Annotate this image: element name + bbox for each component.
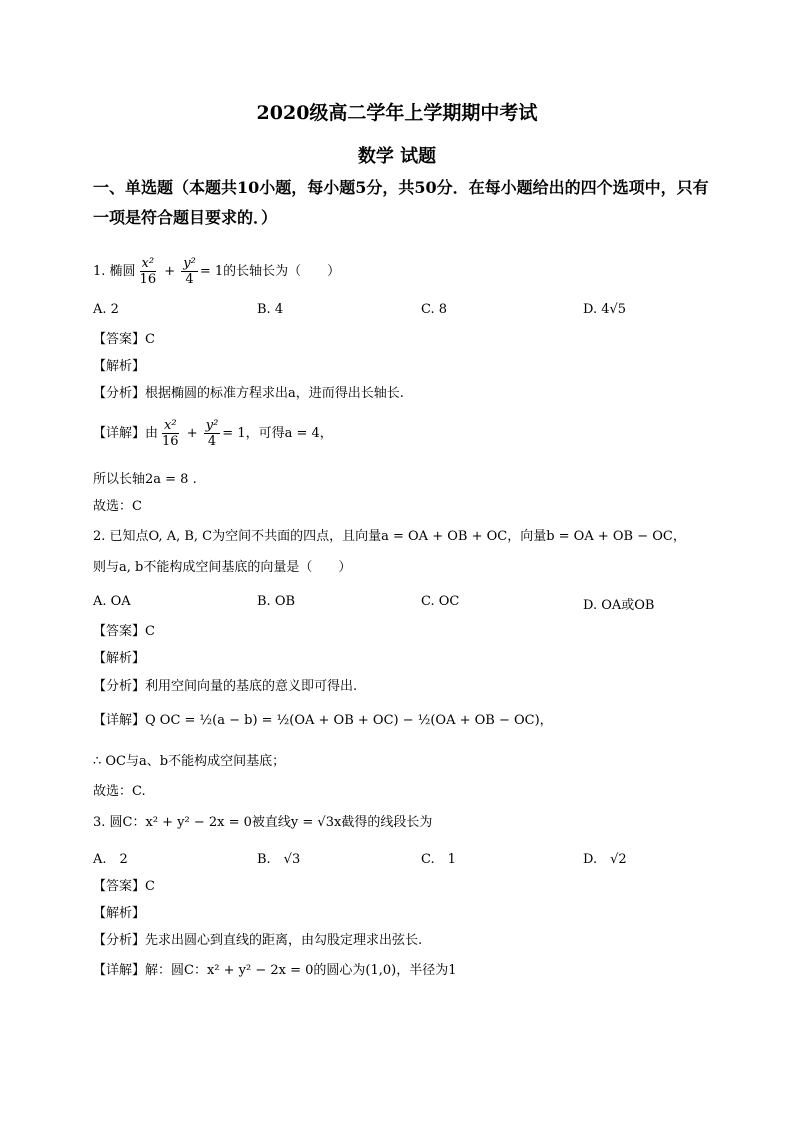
q1-eq: = 1 — [199, 264, 224, 279]
q1-answer: 【答案】C — [93, 332, 155, 347]
q2-option-a: A. OA — [93, 594, 131, 609]
q1-detail-eq: = 1 — [222, 426, 246, 441]
q3-option-a: A. 2 — [93, 852, 128, 867]
q1-frac-y-num: y² — [183, 256, 196, 271]
q1-detail-frac-x-den: 16 — [162, 434, 179, 449]
q2-choose: 故选：C. — [93, 784, 146, 799]
q1-detail-suffix: ，可得a = 4， — [245, 426, 333, 441]
q1-detail-prefix: 【详解】由 — [93, 426, 159, 441]
q1-fenxi: 【分析】根据椭圆的标准方程求出a，进而得出长轴长. — [93, 386, 404, 401]
exam-title: 2020级高二学年上学期期中考试 — [256, 102, 538, 124]
q2-option-c: C. OC — [421, 594, 460, 609]
q3-analysis-label: 【解析】 — [93, 906, 146, 921]
q1-detail-frac-y-num: y² — [205, 418, 219, 433]
section-heading: 一、单选题（本题共10小题，每小题5分，共50分．在每小题给出的四个选项中，只有一项是符合题目要求的．） — [93, 178, 709, 227]
q1-detail-frac-x-num: x² — [164, 418, 177, 433]
q1-option-c: C. 8 — [421, 302, 448, 317]
q1-frac-x-den: 16 — [139, 272, 157, 287]
q2-option-b: B. OB — [257, 594, 296, 609]
q1-frac-y — [181, 256, 198, 287]
q2-fenxi: 【分析】利用空间向量的基底的意义即可得出. — [93, 679, 358, 694]
q2-detail: 【详解】Q OC = ½(a − b) = ½(OA + OB + OC) − ½(OA + OB − OC)， — [93, 713, 553, 728]
q3-detail: 【详解】解：圆C：x² + y² − 2x = 0的圆心为(1,0)，半径为1 — [93, 963, 457, 978]
q2-stem-1: 2. 已知点O, A, B, C为空间不共面的四点，且向量a = OA + OB + OC，向量b = OA + OB − OC， — [93, 529, 686, 544]
q3-answer: 【答案】C — [93, 879, 155, 894]
q1-conclusion: 所以长轴2a = 8 . — [93, 472, 197, 487]
q3-fenxi: 【分析】先求出圆心到直线的距离，由勾股定理求出弦长. — [93, 933, 423, 948]
q3-option-d: D. √2 — [583, 852, 627, 867]
q1-option-d: D. 4√5 — [583, 302, 627, 317]
q1-frac-x — [138, 256, 159, 287]
q2-conclusion: ∴ OC与a、b不能构成空间基底； — [93, 754, 286, 769]
q1-suffix: 的长轴长为（ ） — [223, 264, 341, 279]
q1-prefix: 1. 椭圆 — [93, 264, 136, 279]
q2-answer: 【答案】C — [93, 624, 155, 639]
q1-detail-frac-x — [160, 418, 181, 449]
q3-option-c: C. 1 — [421, 852, 456, 867]
q1-frac-y-den: 4 — [185, 272, 194, 287]
q1-stem: 1. 椭圆 $\frac{\text{x²}}{16}$ + $\frac{\text{y²}}{4}$ = 1的长轴长为（ ） — [93, 256, 341, 287]
q1-detail-frac-y — [204, 418, 221, 449]
exam-subtitle: 数学 试题 — [357, 146, 437, 167]
q1-choose: 故选：C — [93, 499, 142, 514]
q2-option-d: D. OA或OB — [583, 598, 655, 613]
q1-analysis-label: 【解析】 — [93, 359, 146, 374]
q2-stem-2: 则与a, b不能构成空间基底的向量是（ ） — [93, 560, 352, 575]
q3-stem: 3. 圆C：x² + y² − 2x = 0被直线y = √3x截得的线段长为 — [93, 815, 433, 830]
q3-option-b: B. √3 — [257, 852, 301, 867]
q1-option-a: A. 2 — [93, 302, 119, 317]
q1-option-b: B. 4 — [257, 302, 284, 317]
q1-frac-x-num: x² — [141, 256, 155, 271]
q1-detail-frac-y-den: 4 — [207, 434, 217, 449]
q1-detail: 【详解】由 $\frac{\text{x²}}{16}$ + $\frac{\text{y²}}{4}$ = 1，可得a = 4， — [93, 418, 333, 449]
q2-analysis-label: 【解析】 — [93, 651, 146, 666]
